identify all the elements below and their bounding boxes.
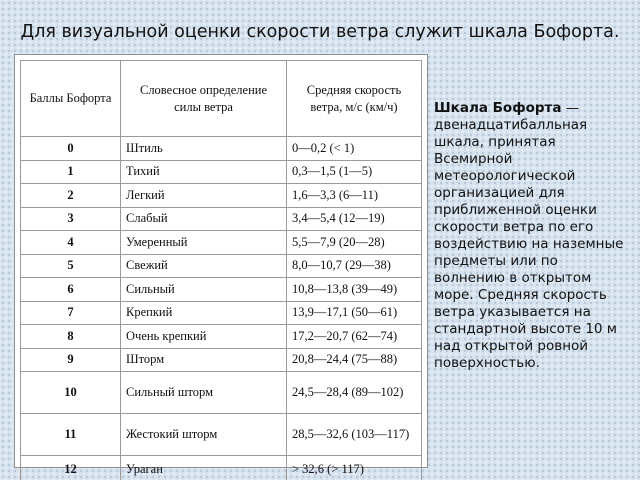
cell-speed: 17,2—20,7 (62—74) xyxy=(287,325,422,349)
side-definition: — двенадцатибалльная шкала, принятая Всемирной метеорологической организацией для приближенной оценки скорости ветра по его воздействию на наземные предметы или по волнению в открытом море. Средняя скорость ветра указывается на стандартной высоте 10 м над открытой ровной поверхностью. xyxy=(434,100,624,371)
cell-description: Тихий xyxy=(121,160,287,184)
table-row xyxy=(21,348,422,372)
cell-score: 11 xyxy=(21,414,121,456)
cell-speed: 0—0,2 (< 1) xyxy=(287,137,422,161)
cell-description: Легкий xyxy=(121,184,287,208)
cell-score: 12 xyxy=(21,456,121,480)
cell-speed: 10,8—13,8 (39—49) xyxy=(287,278,422,302)
cell-description: Свежий xyxy=(121,254,287,278)
cell-score: 1 xyxy=(21,160,121,184)
header-score: Баллы Бофорта xyxy=(21,61,121,137)
cell-speed: 3,4—5,4 (12—19) xyxy=(287,207,422,231)
cell-score: 2 xyxy=(21,184,121,208)
beaufort-table-frame xyxy=(14,54,428,476)
cell-speed: 13,9—17,1 (50—61) xyxy=(287,301,422,325)
cell-description: Жестокий шторм xyxy=(121,414,287,456)
table-row xyxy=(21,414,422,456)
cell-score: 9 xyxy=(21,348,121,372)
cell-description: Крепкий xyxy=(121,301,287,325)
cell-description: Очень крепкий xyxy=(121,325,287,349)
cell-description: Умеренный xyxy=(121,231,287,255)
cell-description: Слабый xyxy=(121,207,287,231)
header-description: Словесное определение силы ветра xyxy=(121,61,287,137)
cell-score: 0 xyxy=(21,137,121,161)
table-row xyxy=(21,254,422,278)
side-term: Шкала Бофорта xyxy=(434,100,562,116)
page-title: Для визуальной оценки скорости ветра служит шкала Бофорта. xyxy=(20,22,620,42)
table-row xyxy=(21,184,422,208)
cell-score: 4 xyxy=(21,231,121,255)
cell-description: Сильный xyxy=(121,278,287,302)
cell-speed: 8,0—10,7 (29—38) xyxy=(287,254,422,278)
side-description xyxy=(434,100,632,372)
table-row xyxy=(21,301,422,325)
table-row xyxy=(21,231,422,255)
header-speed: Средняя скорость ветра, м/с (км/ч) xyxy=(287,61,422,137)
table-row xyxy=(21,325,422,349)
cell-description: Штиль xyxy=(121,137,287,161)
cell-speed: 1,6—3,3 (6—11) xyxy=(287,184,422,208)
cell-description: Сильный шторм xyxy=(121,372,287,414)
cell-score: 10 xyxy=(21,372,121,414)
table-row xyxy=(21,207,422,231)
cell-speed: 5,5—7,9 (20—28) xyxy=(287,231,422,255)
cell-speed: 24,5—28,4 (89—102) xyxy=(287,372,422,414)
cell-description: Ураган xyxy=(121,456,287,480)
beaufort-table xyxy=(20,60,422,480)
cell-description: Шторм xyxy=(121,348,287,372)
cell-speed: 28,5—32,6 (103—117) xyxy=(287,414,422,456)
cell-score: 5 xyxy=(21,254,121,278)
table-row xyxy=(21,456,422,480)
table-row xyxy=(21,372,422,414)
cell-speed: 20,8—24,4 (75—88) xyxy=(287,348,422,372)
cell-speed: 0,3—1,5 (1—5) xyxy=(287,160,422,184)
cell-score: 8 xyxy=(21,325,121,349)
table-row xyxy=(21,137,422,161)
table-row xyxy=(21,160,422,184)
table-header-row xyxy=(21,61,422,137)
table-row xyxy=(21,278,422,302)
cell-score: 6 xyxy=(21,278,121,302)
cell-score: 3 xyxy=(21,207,121,231)
cell-speed: > 32,6 (> 117) xyxy=(287,456,422,480)
cell-score: 7 xyxy=(21,301,121,325)
